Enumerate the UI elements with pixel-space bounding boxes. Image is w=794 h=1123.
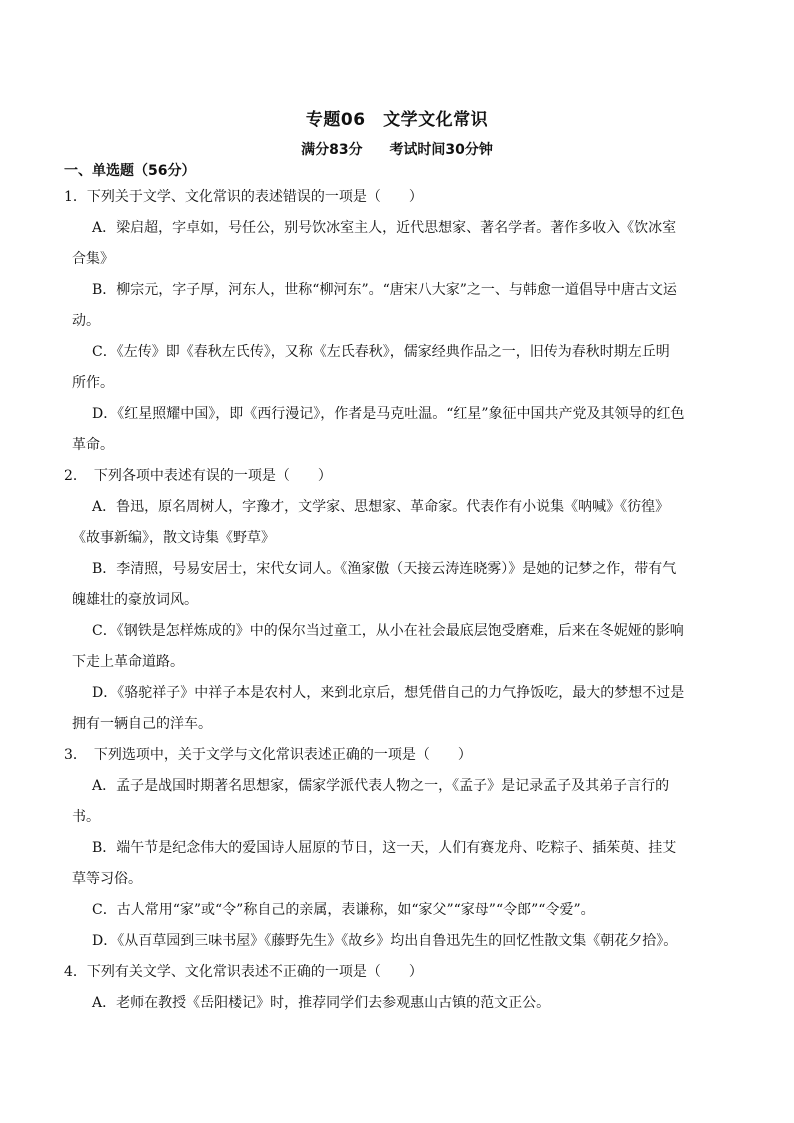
section-heading: 一、单选题（56分） bbox=[64, 163, 196, 179]
option-d: D．《红星照耀中国》，即《西行漫记》，作者是马克吐温。“红星”象征中国共产党及其领导的红色 bbox=[92, 406, 685, 422]
question-stem: 2． 下列各项中表述有误的一项是（ ） bbox=[64, 468, 332, 484]
option-a: A．梁启超，字卓如，号任公，别号饮冰室主人，近代思想家、著名学者。著作多收入《饮冰室 bbox=[92, 220, 677, 236]
option-b: B．李清照，号易安居士，宋代女词人。《渔家傲（天接云涛连晓雾）》是她的记梦之作，带有气 bbox=[92, 561, 677, 577]
question-stem: 3． 下列选项中，关于文学与文化常识表述正确的一项是（ ） bbox=[64, 747, 472, 763]
option-a-cont: 合集》 bbox=[72, 251, 114, 267]
option-c: C．《钢铁是怎样炼成的》中的保尔当过童工，从小在社会最底层饱受磨难，后来在冬妮娅的影响 bbox=[92, 623, 684, 639]
option-a: A．孟子是战国时期著名思想家，儒家学派代表人物之一，《孟子》是记录孟子及其弟子言行的 bbox=[92, 778, 670, 794]
option-b-cont: 魄雄壮的豪放词风。 bbox=[72, 592, 198, 608]
option-c-cont: 下走上革命道路。 bbox=[72, 654, 184, 670]
question-list bbox=[64, 182, 732, 1019]
option-c: C．古人常用“家”或“令”称自己的亲属，表谦称，如“家父”“家母”“令郎”“令爱”。 bbox=[92, 902, 595, 918]
option-a-cont: 书。 bbox=[72, 809, 100, 825]
option-a-cont: 《故事新编》，散文诗集《野草》 bbox=[72, 530, 275, 546]
option-c: C．《左传》即《春秋左氏传》，又称《左氏春秋》，儒家经典作品之一，旧传为春秋时期左丘明 bbox=[92, 344, 670, 360]
full-score: 满分83分 bbox=[301, 142, 363, 158]
question-stem: 4．下列有关文学、文化常识表述不正确的一项是（ ） bbox=[64, 964, 423, 980]
option-d: D．《骆驼祥子》中祥子本是农村人，来到北京后，想凭借自己的力气挣饭吃，最大的梦想不过是 bbox=[92, 685, 685, 701]
option-a: A．鲁迅，原名周树人，字豫才，文学家、思想家、革命家。代表作有小说集《呐喊》《彷徨》 bbox=[92, 499, 670, 515]
option-b: B．端午节是纪念伟大的爱国诗人屈原的节日，这一天，人们有赛龙舟、吃粽子、插茱萸、挂艾 bbox=[92, 840, 677, 856]
option-d-cont: 拥有一辆自己的洋车。 bbox=[72, 716, 212, 732]
option-d-cont: 革命。 bbox=[72, 437, 114, 453]
exam-info bbox=[0, 139, 794, 159]
exam-time: 考试时间30分钟 bbox=[389, 142, 493, 158]
option-a: A．老师在教授《岳阳楼记》时，推荐同学们去参观惠山古镇的范文正公。 bbox=[92, 995, 551, 1011]
option-c-cont: 所作。 bbox=[72, 375, 114, 391]
page-title: 专题06 文学文化常识 bbox=[305, 110, 489, 130]
question-stem: 1．下列关于文学、文化常识的表述错误的一项是（ ） bbox=[64, 189, 423, 205]
option-b-cont: 草等习俗。 bbox=[72, 871, 142, 887]
option-b-cont: 动。 bbox=[72, 313, 100, 329]
option-b: B．柳宗元，字子厚，河东人，世称“柳河东”。“唐宋八大家”之一、与韩愈一道倡导中唐古文运 bbox=[92, 282, 677, 298]
option-d: D．《从百草园到三味书屋》《藤野先生》《故乡》均出自鲁迅先生的回忆性散文集《朝花夕拾》。 bbox=[92, 933, 678, 949]
